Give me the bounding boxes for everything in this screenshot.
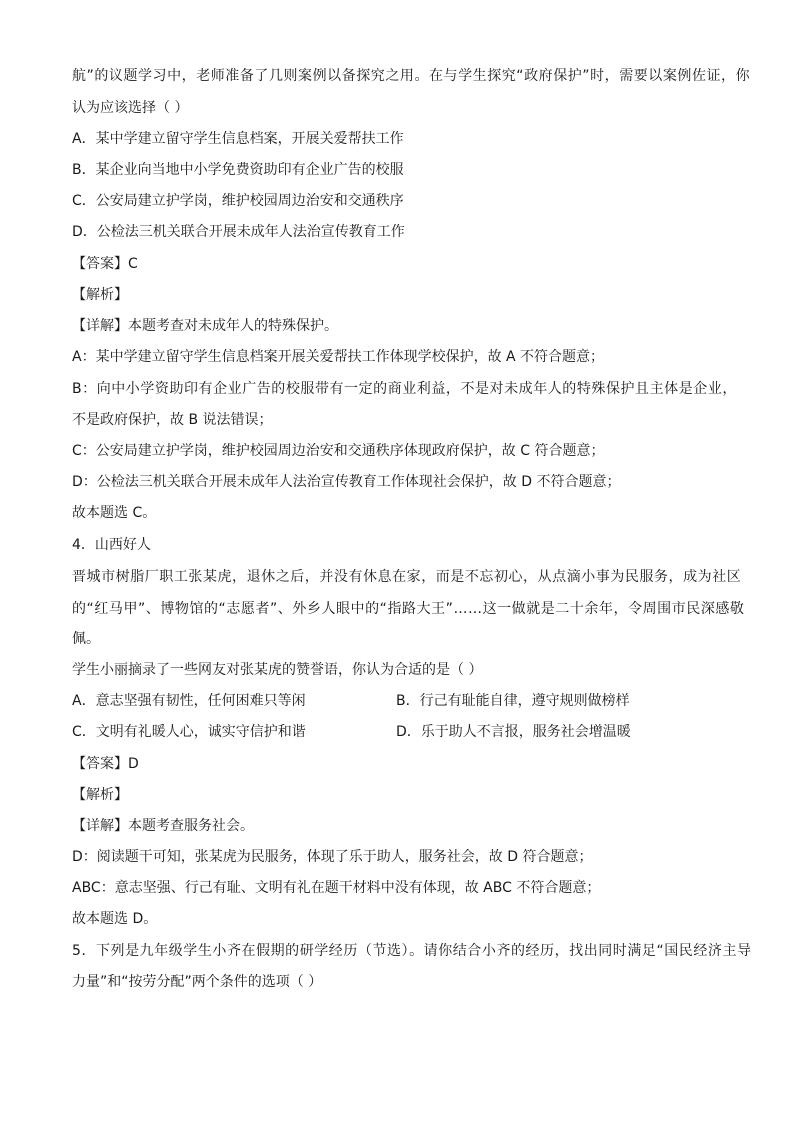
q4-analysis-label: 【解析】: [72, 787, 128, 803]
q4-question: 学生小丽摘录了一些网友对张某虎的赞誉语，你认为合适的是（ ）: [72, 662, 483, 678]
q3-explanation-c: C：公安局建立护学岗，维护校园周边治安和交通秩序体现政府保护，故 C 符合题意；: [72, 443, 605, 459]
q4-title: 4．山西好人: [72, 537, 151, 553]
q4-option-b: B．行己有耻能自律，遵守规则做榜样: [396, 693, 630, 709]
q4-option-a: A．意志坚强有韧性，任何困难只等闲: [72, 693, 306, 709]
q3-explanation-b: B：向中小学资助印有企业广告的校服带有一定的商业利益，不是对未成年人的特殊保护且主体是企业，: [72, 381, 737, 397]
q4-material-line2: 的“红马甲”、博物馆的“志愿者”、外乡人眼中的“指路大王”……这一做就是二十余年，令周围市民深感敬: [72, 601, 745, 617]
q3-detail: 【详解】本题考查对未成年人的特殊保护。: [72, 318, 338, 334]
q3-option-d: D．公检法三机关联合开展未成年人法治宣传教育工作: [72, 224, 405, 240]
q3-explanation-d: D：公检法三机关联合开展未成年人法治宣传教育工作体现社会保护，故 D 不符合题意；: [72, 474, 621, 490]
q3-option-a: A．某中学建立留守学生信息档案，开展关爱帮扶工作: [72, 131, 404, 147]
q4-material-line3: 佩。: [72, 631, 100, 647]
q4-option-c: C．文明有礼暖人心，诚实守信护和谐: [72, 724, 306, 740]
q4-answer: 【答案】D: [72, 756, 139, 772]
q5-stem-line1: 5．下列是九年级学生小齐在假期的研学经历（节选）。请你结合小齐的经历，找出同时满足“国民经济主导: [72, 943, 752, 959]
q4-material-line1: 晋城市树脂厂职工张某虎，退休之后，并没有休息在家，而是不忘初心，从点滴小事为民服务，成为社区: [72, 569, 742, 585]
q5-stem-line2: 力量”和“按劳分配”两个条件的选项（ ）: [72, 974, 323, 990]
q3-stem-line2: 认为应该选择（ ）: [72, 100, 189, 116]
q3-conclusion: 故本题选 C。: [72, 505, 157, 521]
q3-stem-line1: 航”的议题学习中，老师准备了几则案例以备探究之用。在与学生探究“政府保护”时，需要以案例佐证，你: [72, 68, 751, 84]
q3-option-c: C．公安局建立护学岗，维护校园周边治安和交通秩序: [72, 193, 404, 209]
q3-explanation-a: A：某中学建立留守学生信息档案开展关爱帮扶工作体现学校保护，故 A 不符合题意；: [72, 349, 605, 365]
q3-explanation-b-cont: 不是政府保护，故 B 说法错误；: [72, 412, 273, 428]
q4-detail: 【详解】本题考查服务社会。: [72, 818, 254, 834]
q4-conclusion: 故本题选 D。: [72, 911, 158, 927]
q3-analysis-label: 【解析】: [72, 287, 128, 303]
q3-answer: 【答案】C: [72, 256, 138, 272]
q3-option-b: B．某企业向当地中小学免费资助印有企业广告的校服: [72, 162, 404, 178]
q4-explanation-d: D：阅读题干可知，张某虎为民服务，体现了乐于助人，服务社会，故 D 符合题意；: [72, 849, 593, 865]
q4-option-d: D．乐于助人不言报，服务社会增温暖: [396, 724, 631, 740]
q4-explanation-abc: ABC：意志坚强、行己有耻、文明有礼在题干材料中没有体现，故 ABC 不符合题意；: [72, 880, 601, 896]
